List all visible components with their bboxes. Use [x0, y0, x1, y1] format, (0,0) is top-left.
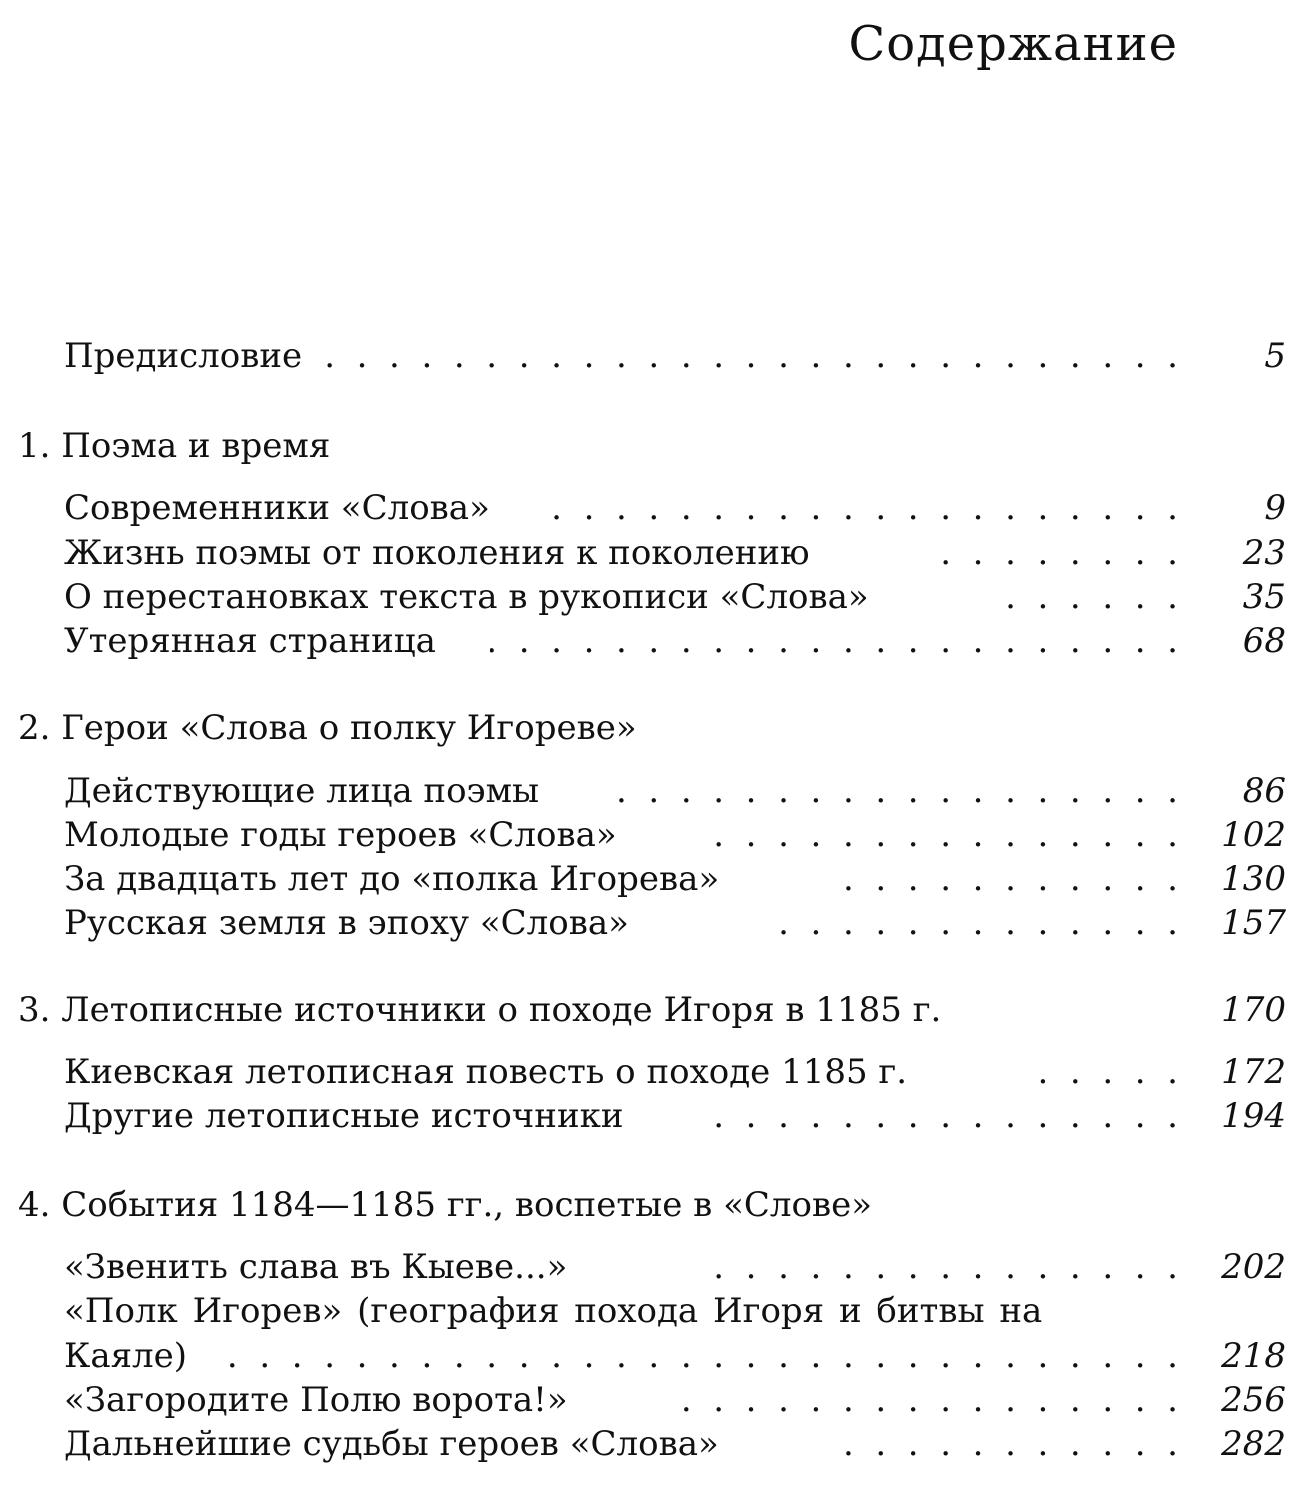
toc-entry	[0, 1245, 1304, 1289]
toc-entry-label: Утерянная страница	[64, 621, 436, 661]
toc-chapter-label: 4. События 1184—1185 гг., воспетые в «Слове»	[18, 1185, 873, 1225]
toc-entry-continuation	[0, 1334, 1304, 1378]
toc-entry-page: 194	[1221, 1096, 1286, 1136]
toc-entry	[0, 1050, 1304, 1094]
toc-chapter-3	[0, 988, 1304, 1032]
toc-entry-page: 130	[1221, 859, 1286, 899]
toc-entry	[0, 857, 1304, 901]
toc-entry-page: 9	[1264, 488, 1286, 528]
toc-entry-page: 35	[1242, 577, 1286, 617]
dot-leader	[990, 575, 1178, 619]
dot-leader	[715, 1245, 1178, 1289]
toc-entry-label: Жизнь поэмы от поколения к поколению	[64, 533, 810, 573]
toc-entry-page: 256	[1221, 1380, 1286, 1420]
toc-entry-label: «Полк Игорев» (география похода Игоря и битвы на	[64, 1291, 1043, 1331]
toc-entry-label: Дальнейшие судьбы героев «Слова»	[64, 1424, 719, 1464]
dot-leader	[230, 1334, 1178, 1378]
dot-leader	[830, 857, 1178, 901]
toc-chapter-label: 1. Поэма и время	[18, 426, 331, 466]
page-title: Содержание	[848, 16, 1178, 72]
toc-entry-label: Молодые годы героев «Слова»	[64, 815, 617, 855]
toc-entry-multiline	[0, 1289, 1304, 1333]
toc-entry-page: 218	[1221, 1336, 1286, 1376]
toc-entry	[0, 1094, 1304, 1138]
toc-entry-label: Предисловие	[64, 336, 303, 376]
toc-chapter-2	[0, 706, 1304, 750]
toc-entry	[0, 813, 1304, 857]
toc-entry-label: «Звенить слава въ Кыеве...»	[64, 1247, 568, 1287]
dot-leader	[490, 619, 1178, 663]
toc-entry-label: Русская земля в эпоху «Слова»	[64, 903, 629, 943]
toc-entry-page: 172	[1221, 1052, 1286, 1092]
dot-leader	[825, 1422, 1178, 1466]
toc-entry-page: 157	[1221, 903, 1286, 943]
toc-chapter-label: 3. Летописные источники о походе Игоря в 1185 г.	[18, 990, 942, 1030]
toc-entry	[0, 1378, 1304, 1422]
toc-entry	[0, 486, 1304, 530]
toc-entry-page: 68	[1242, 621, 1286, 661]
toc-entry-label: Современники «Слова»	[64, 488, 490, 528]
toc-entry-label-cont: Каяле)	[64, 1336, 188, 1376]
toc-entry	[0, 531, 1304, 575]
toc-entry	[0, 1422, 1304, 1466]
toc-entry-page: 282	[1221, 1424, 1286, 1464]
dot-leader	[1035, 1050, 1178, 1094]
toc-chapter-label: 2. Герои «Слова о полку Игореве»	[18, 708, 637, 748]
toc-entry-page: 86	[1242, 771, 1286, 811]
dot-leader	[705, 1094, 1178, 1138]
toc-chapter-4	[0, 1183, 1304, 1227]
toc-chapter-1	[0, 424, 1304, 468]
toc-entry-page: 5	[1264, 336, 1286, 376]
dot-leader	[600, 769, 1178, 813]
dot-leader	[760, 901, 1178, 945]
dot-leader	[540, 486, 1178, 530]
toc-entry-preface	[0, 334, 1304, 378]
toc-entry-page: 102	[1221, 815, 1286, 855]
toc-entry-label: Другие летописные источники	[64, 1096, 624, 1136]
toc-entry	[0, 769, 1304, 813]
toc-chapter-page: 170	[1221, 990, 1286, 1030]
dot-leader	[660, 1378, 1178, 1422]
dot-leader	[320, 334, 1178, 378]
toc-entry-page: 23	[1242, 533, 1286, 573]
toc-entry	[0, 901, 1304, 945]
dot-leader	[935, 531, 1178, 575]
toc-entry-label: Киевская летописная повесть о походе 1185 г.	[64, 1052, 908, 1092]
toc-entry-label: Действующие лица поэмы	[64, 771, 540, 811]
toc-entry	[0, 619, 1304, 663]
toc-entry-label: За двадцать лет до «полка Игорева»	[64, 859, 720, 899]
dot-leader	[710, 813, 1178, 857]
toc-entry-label: О перестановках текста в рукописи «Слова»	[64, 577, 869, 617]
toc-entry-page: 202	[1221, 1247, 1286, 1287]
toc-entry-label: «Загородите Полю ворота!»	[64, 1380, 568, 1420]
toc-entry	[0, 575, 1304, 619]
